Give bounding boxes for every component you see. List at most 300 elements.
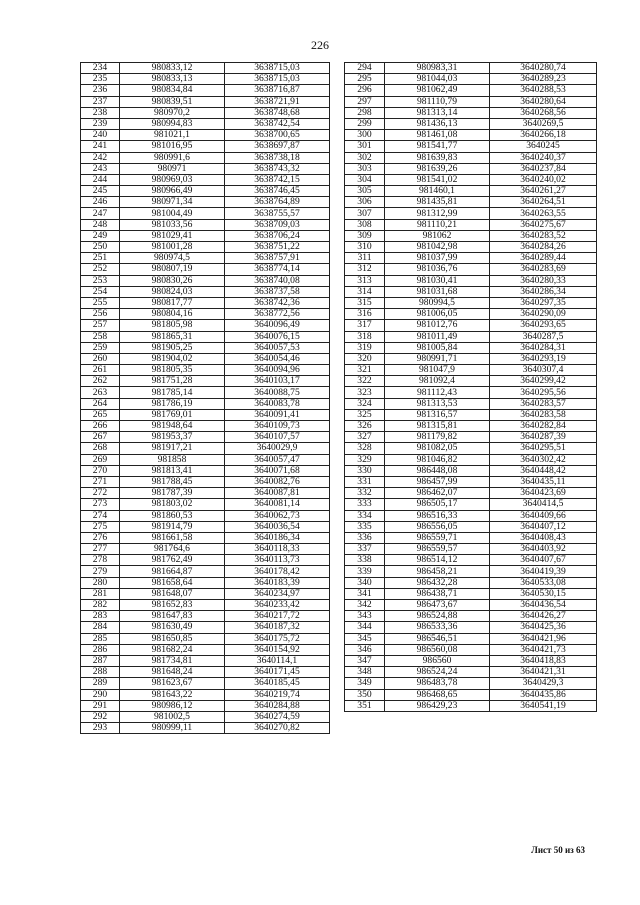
table-row [81, 275, 330, 286]
x-coordinate-cell: 981037,99 [385, 253, 490, 264]
y-coordinate-cell: 3640284,88 [225, 700, 330, 711]
point-number-cell: 248 [81, 219, 120, 230]
y-coordinate-cell: 3640425,36 [490, 622, 597, 633]
x-coordinate-cell: 981316,57 [385, 409, 490, 420]
table-row [81, 320, 330, 331]
point-number-cell: 282 [81, 600, 120, 611]
y-coordinate-cell: 3640107,57 [225, 432, 330, 443]
coordinates-table-right [344, 62, 597, 712]
y-coordinate-cell: 3640240,37 [490, 152, 597, 163]
y-coordinate-cell: 3640268,56 [490, 107, 597, 118]
point-number-cell: 341 [345, 588, 385, 599]
y-coordinate-cell: 3640036,54 [225, 521, 330, 532]
table-row [345, 219, 597, 230]
x-coordinate-cell: 981082,05 [385, 443, 490, 454]
point-number-cell: 264 [81, 398, 120, 409]
point-number-cell: 292 [81, 711, 120, 722]
point-number-cell: 266 [81, 421, 120, 432]
point-number-cell: 327 [345, 432, 385, 443]
x-coordinate-cell: 981914,79 [120, 521, 225, 532]
table-row [345, 309, 597, 320]
y-coordinate-cell: 3638742,36 [225, 297, 330, 308]
x-coordinate-cell: 981787,39 [120, 488, 225, 499]
y-coordinate-cell: 3638715,03 [225, 63, 330, 74]
x-coordinate-cell: 981661,58 [120, 532, 225, 543]
y-coordinate-cell: 3640541,19 [490, 700, 597, 711]
x-coordinate-cell: 986457,99 [385, 476, 490, 487]
table-row [345, 197, 597, 208]
point-number-cell: 342 [345, 600, 385, 611]
x-coordinate-cell: 980991,71 [385, 353, 490, 364]
x-coordinate-cell: 981313,14 [385, 107, 490, 118]
x-coordinate-cell: 980830,26 [120, 275, 225, 286]
x-coordinate-cell: 981036,76 [385, 264, 490, 275]
point-number-cell: 280 [81, 577, 120, 588]
x-coordinate-cell: 981179,82 [385, 432, 490, 443]
x-coordinate-cell: 980804,16 [120, 309, 225, 320]
y-coordinate-cell: 3640299,42 [490, 376, 597, 387]
point-number-cell: 315 [345, 297, 385, 308]
table-row [81, 600, 330, 611]
point-number-cell: 272 [81, 488, 120, 499]
table-row [81, 432, 330, 443]
table-row [81, 186, 330, 197]
table-row [81, 96, 330, 107]
point-number-cell: 254 [81, 286, 120, 297]
table-row [345, 510, 597, 521]
y-coordinate-cell: 3640530,15 [490, 588, 597, 599]
y-coordinate-cell: 3640087,81 [225, 488, 330, 499]
y-coordinate-cell: 3640407,12 [490, 521, 597, 532]
y-coordinate-cell: 3640103,17 [225, 376, 330, 387]
y-coordinate-cell: 3640414,5 [490, 499, 597, 510]
table-row [345, 152, 597, 163]
table-row [345, 242, 597, 253]
x-coordinate-cell: 981647,83 [120, 611, 225, 622]
x-coordinate-cell: 981016,95 [120, 141, 225, 152]
point-number-cell: 243 [81, 163, 120, 174]
x-coordinate-cell: 981435,81 [385, 197, 490, 208]
point-number-cell: 332 [345, 488, 385, 499]
y-coordinate-cell: 3640113,73 [225, 555, 330, 566]
point-number-cell: 238 [81, 107, 120, 118]
table-row [345, 264, 597, 275]
x-coordinate-cell: 981110,79 [385, 96, 490, 107]
table-row [81, 532, 330, 543]
y-coordinate-cell: 3640423,69 [490, 488, 597, 499]
x-coordinate-cell: 980969,03 [120, 174, 225, 185]
point-number-cell: 256 [81, 309, 120, 320]
x-coordinate-cell: 986559,57 [385, 544, 490, 555]
point-number-cell: 239 [81, 118, 120, 129]
y-coordinate-cell: 3638746,45 [225, 186, 330, 197]
x-coordinate-cell: 980986,12 [120, 700, 225, 711]
y-coordinate-cell: 3638742,15 [225, 174, 330, 185]
table-row [345, 633, 597, 644]
point-number-cell: 311 [345, 253, 385, 264]
x-coordinate-cell: 981905,25 [120, 342, 225, 353]
y-coordinate-cell: 3638700,65 [225, 130, 330, 141]
x-coordinate-cell: 981011,49 [385, 331, 490, 342]
x-coordinate-cell: 981658,64 [120, 577, 225, 588]
y-coordinate-cell: 3640421,31 [490, 667, 597, 678]
table-row [345, 544, 597, 555]
table-row [81, 689, 330, 700]
y-coordinate-cell: 3640448,42 [490, 465, 597, 476]
table-row [345, 611, 597, 622]
y-coordinate-cell: 3638697,87 [225, 141, 330, 152]
table-row [81, 622, 330, 633]
point-number-cell: 249 [81, 230, 120, 241]
x-coordinate-cell: 981865,31 [120, 331, 225, 342]
y-coordinate-cell: 3640435,86 [490, 689, 597, 700]
table-row [345, 130, 597, 141]
table-row [345, 275, 597, 286]
table-row [345, 297, 597, 308]
table-row [81, 443, 330, 454]
point-number-cell: 263 [81, 387, 120, 398]
table-row [345, 163, 597, 174]
table-row [345, 186, 597, 197]
x-coordinate-cell: 981623,67 [120, 678, 225, 689]
table-row [81, 700, 330, 711]
x-coordinate-cell: 986432,28 [385, 577, 490, 588]
point-number-cell: 304 [345, 174, 385, 185]
x-coordinate-cell: 980999,11 [120, 723, 225, 734]
table-row [345, 387, 597, 398]
x-coordinate-cell: 981652,83 [120, 600, 225, 611]
x-coordinate-cell: 981786,19 [120, 398, 225, 409]
y-coordinate-cell: 3640219,74 [225, 689, 330, 700]
x-coordinate-cell: 980807,19 [120, 264, 225, 275]
table-row [81, 365, 330, 376]
y-coordinate-cell: 3638715,03 [225, 74, 330, 85]
point-number-cell: 302 [345, 152, 385, 163]
y-coordinate-cell: 3640266,18 [490, 130, 597, 141]
x-coordinate-cell: 980839,51 [120, 96, 225, 107]
point-number-cell: 333 [345, 499, 385, 510]
table-row [81, 711, 330, 722]
y-coordinate-cell: 3640283,69 [490, 264, 597, 275]
x-coordinate-cell: 981312,99 [385, 208, 490, 219]
x-coordinate-cell: 980994,83 [120, 118, 225, 129]
y-coordinate-cell: 3640289,44 [490, 253, 597, 264]
x-coordinate-cell: 981110,21 [385, 219, 490, 230]
y-coordinate-cell: 3640270,82 [225, 723, 330, 734]
table-row [81, 387, 330, 398]
page-number: 226 [311, 38, 329, 52]
x-coordinate-cell: 981788,45 [120, 476, 225, 487]
y-coordinate-cell: 3640284,31 [490, 342, 597, 353]
x-coordinate-cell: 981004,49 [120, 208, 225, 219]
table-row [345, 320, 597, 331]
point-number-cell: 317 [345, 320, 385, 331]
table-row [81, 118, 330, 129]
y-coordinate-cell: 3640283,58 [490, 409, 597, 420]
point-number-cell: 270 [81, 465, 120, 476]
x-coordinate-cell: 981917,21 [120, 443, 225, 454]
point-number-cell: 246 [81, 197, 120, 208]
point-number-cell: 318 [345, 331, 385, 342]
y-coordinate-cell: 3640071,68 [225, 465, 330, 476]
point-number-cell: 284 [81, 622, 120, 633]
x-coordinate-cell: 980994,5 [385, 297, 490, 308]
y-coordinate-cell: 3640081,14 [225, 499, 330, 510]
y-coordinate-cell: 3640533,08 [490, 577, 597, 588]
point-number-cell: 321 [345, 365, 385, 376]
point-number-cell: 278 [81, 555, 120, 566]
y-coordinate-cell: 3640409,66 [490, 510, 597, 521]
table-row [345, 532, 597, 543]
table-row [81, 85, 330, 96]
table-row [81, 309, 330, 320]
x-coordinate-cell: 981006,05 [385, 309, 490, 320]
point-number-cell: 259 [81, 342, 120, 353]
table-row [81, 107, 330, 118]
y-coordinate-cell: 3638772,56 [225, 309, 330, 320]
y-coordinate-cell: 3638737,58 [225, 286, 330, 297]
y-coordinate-cell: 3640435,11 [490, 476, 597, 487]
point-number-cell: 240 [81, 130, 120, 141]
point-number-cell: 316 [345, 309, 385, 320]
table-row [81, 555, 330, 566]
y-coordinate-cell: 3640091,41 [225, 409, 330, 420]
x-coordinate-cell: 986458,21 [385, 566, 490, 577]
table-row [81, 633, 330, 644]
x-coordinate-cell: 981021,1 [120, 130, 225, 141]
point-number-cell: 236 [81, 85, 120, 96]
table-row [345, 655, 597, 666]
y-coordinate-cell: 3640217,72 [225, 611, 330, 622]
table-row [81, 499, 330, 510]
point-number-cell: 274 [81, 510, 120, 521]
y-coordinate-cell: 3638757,91 [225, 253, 330, 264]
table-row [345, 644, 597, 655]
table-row [345, 230, 597, 241]
y-coordinate-cell: 3640264,51 [490, 197, 597, 208]
point-number-cell: 319 [345, 342, 385, 353]
y-coordinate-cell: 3640290,09 [490, 309, 597, 320]
x-coordinate-cell: 981460,1 [385, 186, 490, 197]
point-number-cell: 235 [81, 74, 120, 85]
x-coordinate-cell: 981762,49 [120, 555, 225, 566]
point-number-cell: 349 [345, 678, 385, 689]
x-coordinate-cell: 980983,31 [385, 63, 490, 74]
x-coordinate-cell: 980974,5 [120, 253, 225, 264]
point-number-cell: 241 [81, 141, 120, 152]
table-row [81, 264, 330, 275]
point-number-cell: 344 [345, 622, 385, 633]
x-coordinate-cell: 981734,81 [120, 655, 225, 666]
y-coordinate-cell: 3640237,84 [490, 163, 597, 174]
y-coordinate-cell: 3640076,15 [225, 331, 330, 342]
y-coordinate-cell: 3638721,91 [225, 96, 330, 107]
y-coordinate-cell: 3640057,53 [225, 342, 330, 353]
x-coordinate-cell: 981904,02 [120, 353, 225, 364]
y-coordinate-cell: 3640114,1 [225, 655, 330, 666]
y-coordinate-cell: 3638709,03 [225, 219, 330, 230]
y-coordinate-cell: 3640297,35 [490, 297, 597, 308]
table-row [81, 163, 330, 174]
y-coordinate-cell: 3640178,42 [225, 566, 330, 577]
table-row [345, 253, 597, 264]
point-number-cell: 244 [81, 174, 120, 185]
table-row [345, 353, 597, 364]
y-coordinate-cell: 3640287,5 [490, 331, 597, 342]
y-coordinate-cell: 3640408,43 [490, 532, 597, 543]
x-coordinate-cell: 981643,22 [120, 689, 225, 700]
point-number-cell: 262 [81, 376, 120, 387]
table-row [81, 510, 330, 521]
table-row [345, 118, 597, 129]
point-number-cell: 306 [345, 197, 385, 208]
x-coordinate-cell: 981112,43 [385, 387, 490, 398]
point-number-cell: 268 [81, 443, 120, 454]
table-row [345, 499, 597, 510]
y-coordinate-cell: 3640295,51 [490, 443, 597, 454]
point-number-cell: 253 [81, 275, 120, 286]
table-row [81, 667, 330, 678]
table-row [345, 141, 597, 152]
y-coordinate-cell: 3640293,65 [490, 320, 597, 331]
y-coordinate-cell: 3640284,26 [490, 242, 597, 253]
x-coordinate-cell: 981953,37 [120, 432, 225, 443]
y-coordinate-cell: 3640418,83 [490, 655, 597, 666]
point-number-cell: 275 [81, 521, 120, 532]
x-coordinate-cell: 981630,49 [120, 622, 225, 633]
point-number-cell: 299 [345, 118, 385, 129]
point-number-cell: 343 [345, 611, 385, 622]
y-coordinate-cell: 3640302,42 [490, 454, 597, 465]
point-number-cell: 257 [81, 320, 120, 331]
point-number-cell: 330 [345, 465, 385, 476]
table-row [81, 242, 330, 253]
point-number-cell: 291 [81, 700, 120, 711]
x-coordinate-cell: 981436,13 [385, 118, 490, 129]
table-row [81, 521, 330, 532]
x-coordinate-cell: 981033,56 [120, 219, 225, 230]
y-coordinate-cell: 3640088,75 [225, 387, 330, 398]
x-coordinate-cell: 980834,84 [120, 85, 225, 96]
point-number-cell: 252 [81, 264, 120, 275]
x-coordinate-cell: 986514,12 [385, 555, 490, 566]
y-coordinate-cell: 3640240,02 [490, 174, 597, 185]
x-coordinate-cell: 980966,49 [120, 186, 225, 197]
point-number-cell: 289 [81, 678, 120, 689]
x-coordinate-cell: 980971,34 [120, 197, 225, 208]
y-coordinate-cell: 3640269,5 [490, 118, 597, 129]
x-coordinate-cell: 986462,07 [385, 488, 490, 499]
point-number-cell: 290 [81, 689, 120, 700]
table-row [81, 566, 330, 577]
table-row [345, 409, 597, 420]
y-coordinate-cell: 3638716,87 [225, 85, 330, 96]
x-coordinate-cell: 986560,08 [385, 644, 490, 655]
point-number-cell: 345 [345, 633, 385, 644]
table-row [345, 96, 597, 107]
y-coordinate-cell: 3640096,49 [225, 320, 330, 331]
point-number-cell: 251 [81, 253, 120, 264]
x-coordinate-cell: 981062,49 [385, 85, 490, 96]
point-number-cell: 287 [81, 655, 120, 666]
y-coordinate-cell: 3640118,33 [225, 544, 330, 555]
y-coordinate-cell: 3638738,18 [225, 152, 330, 163]
y-coordinate-cell: 3640421,73 [490, 644, 597, 655]
table-row [345, 700, 597, 711]
table-row [81, 141, 330, 152]
point-number-cell: 250 [81, 242, 120, 253]
y-coordinate-cell: 3638755,57 [225, 208, 330, 219]
x-coordinate-cell: 986505,17 [385, 499, 490, 510]
point-number-cell: 310 [345, 242, 385, 253]
point-number-cell: 322 [345, 376, 385, 387]
x-coordinate-cell: 981648,07 [120, 588, 225, 599]
x-coordinate-cell: 981541,02 [385, 174, 490, 185]
y-coordinate-cell: 3640171,45 [225, 667, 330, 678]
point-number-cell: 329 [345, 454, 385, 465]
table-row [81, 465, 330, 476]
table-row [81, 544, 330, 555]
x-coordinate-cell: 981858 [120, 454, 225, 465]
x-coordinate-cell: 986559,71 [385, 532, 490, 543]
x-coordinate-cell: 986483,78 [385, 678, 490, 689]
x-coordinate-cell: 986533,36 [385, 622, 490, 633]
y-coordinate-cell: 3640083,78 [225, 398, 330, 409]
point-number-cell: 255 [81, 297, 120, 308]
point-number-cell: 326 [345, 421, 385, 432]
y-coordinate-cell: 3640403,92 [490, 544, 597, 555]
point-number-cell: 281 [81, 588, 120, 599]
x-coordinate-cell: 981751,28 [120, 376, 225, 387]
table-row [345, 600, 597, 611]
y-coordinate-cell: 3640289,23 [490, 74, 597, 85]
x-coordinate-cell: 981005,84 [385, 342, 490, 353]
y-coordinate-cell: 3640029,9 [225, 443, 330, 454]
point-number-cell: 288 [81, 667, 120, 678]
table-row [345, 689, 597, 700]
point-number-cell: 300 [345, 130, 385, 141]
coordinates-table-left [80, 62, 330, 734]
point-number-cell: 237 [81, 96, 120, 107]
x-coordinate-cell: 980971 [120, 163, 225, 174]
y-coordinate-cell: 3640286,34 [490, 286, 597, 297]
x-coordinate-cell: 986524,88 [385, 611, 490, 622]
y-coordinate-cell: 3640187,32 [225, 622, 330, 633]
x-coordinate-cell: 981062 [385, 230, 490, 241]
point-number-cell: 267 [81, 432, 120, 443]
table-row [345, 678, 597, 689]
x-coordinate-cell: 981805,35 [120, 365, 225, 376]
point-number-cell: 294 [345, 63, 385, 74]
point-number-cell: 339 [345, 566, 385, 577]
y-coordinate-cell: 3640280,64 [490, 96, 597, 107]
y-coordinate-cell: 3640057,47 [225, 454, 330, 465]
x-coordinate-cell: 980970,2 [120, 107, 225, 118]
table-row [345, 577, 597, 588]
x-coordinate-cell: 981948,64 [120, 421, 225, 432]
table-row [81, 353, 330, 364]
y-coordinate-cell: 3640295,56 [490, 387, 597, 398]
y-coordinate-cell: 3640274,59 [225, 711, 330, 722]
point-number-cell: 260 [81, 353, 120, 364]
x-coordinate-cell: 986560 [385, 655, 490, 666]
y-coordinate-cell: 3640082,76 [225, 476, 330, 487]
y-coordinate-cell: 3640175,72 [225, 633, 330, 644]
table-row [81, 644, 330, 655]
y-coordinate-cell: 3640307,4 [490, 365, 597, 376]
point-number-cell: 301 [345, 141, 385, 152]
point-number-cell: 276 [81, 532, 120, 543]
